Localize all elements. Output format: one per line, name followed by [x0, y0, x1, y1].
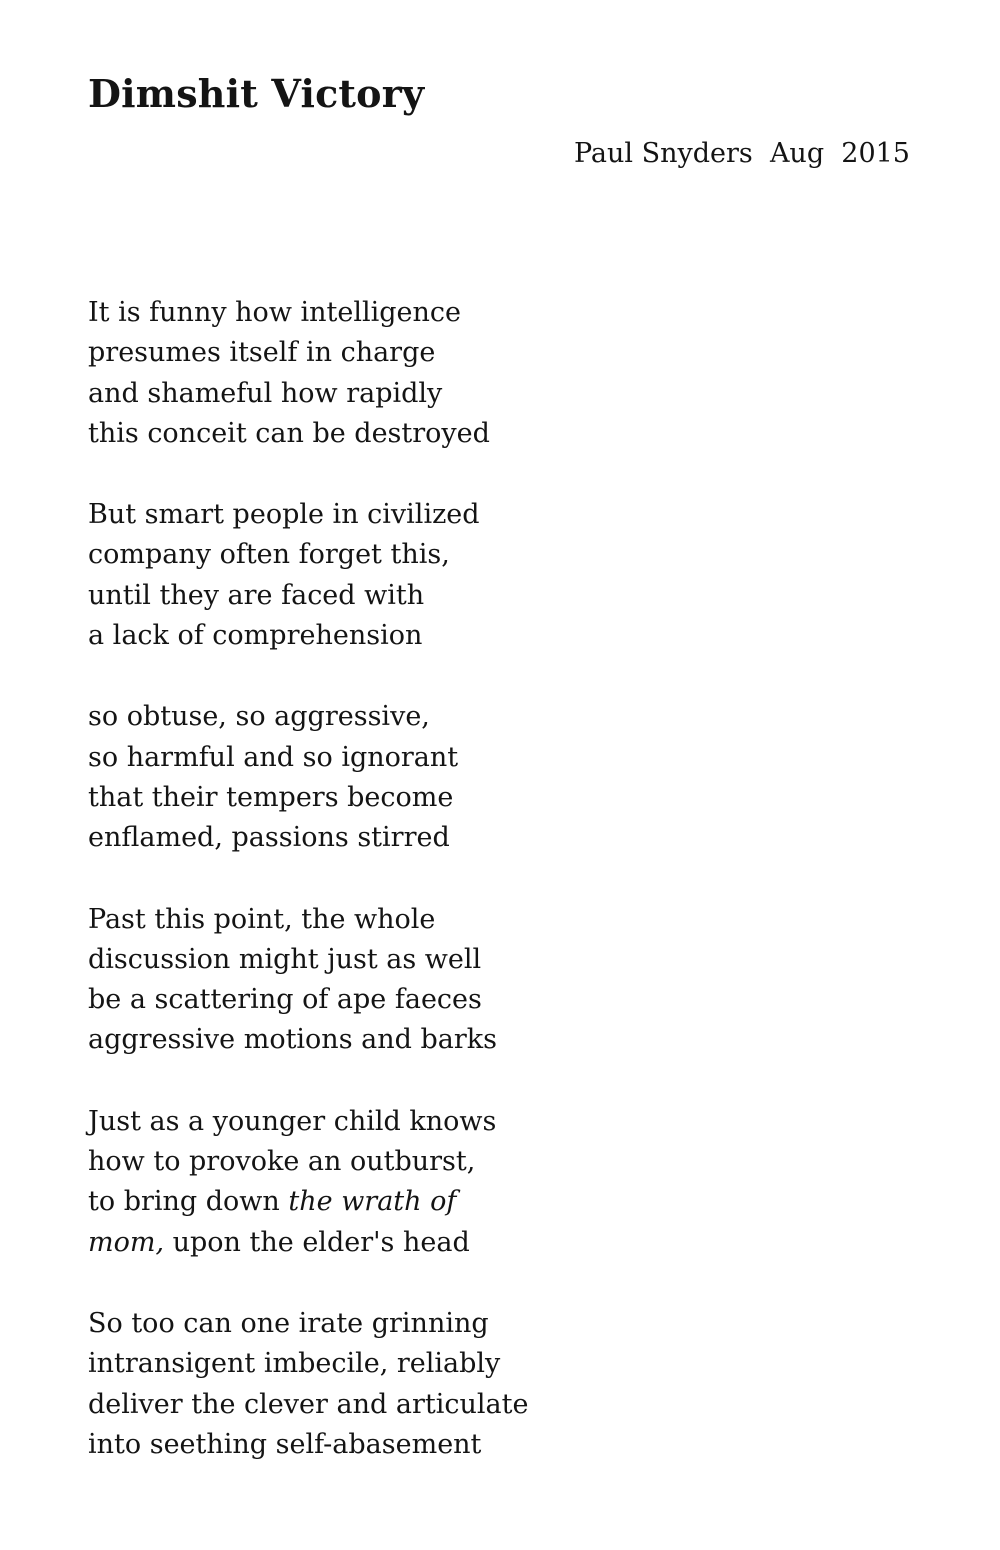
poem-line: that their tempers become	[88, 781, 454, 813]
poem-line-text: to bring down	[88, 1186, 289, 1218]
poem-line: so harmful and so ignorant	[88, 741, 459, 773]
poem-line: presumes itself in charge	[88, 337, 436, 369]
poem-line: aggressive motions and barks	[88, 1024, 497, 1056]
poem-line: so obtuse, so aggressive,	[88, 701, 430, 733]
poem-line: until they are faced with	[88, 579, 425, 611]
stanza-3	[88, 697, 788, 858]
poem-line: enflamed, passions stirred	[88, 822, 450, 854]
poem-line: Just as a younger child knows	[88, 1105, 497, 1137]
poem-line: be a scattering of ape faeces	[88, 984, 482, 1016]
stanza-4	[88, 900, 788, 1061]
stanza-5	[88, 1102, 788, 1263]
poem-line: But smart people in civilized	[88, 499, 480, 531]
poem-line: It is funny how intelligence	[88, 297, 462, 328]
poem-line-text: upon the elder's head	[164, 1226, 470, 1258]
stanza-2	[88, 495, 788, 656]
poem-body	[88, 293, 788, 1506]
stanza-6	[88, 1304, 788, 1465]
poem-line: and shameful how rapidly	[88, 377, 443, 409]
author-name: Paul Snyders	[573, 138, 753, 169]
poem-line: into seething self-abasement	[88, 1428, 482, 1460]
poem-line: discussion might just as well	[88, 943, 482, 975]
poem-title: Dimshit Victory	[88, 71, 425, 116]
poem-line: intransigent imbecile, reliably	[88, 1348, 501, 1380]
poem-line-emphasis: the wrath of	[288, 1186, 457, 1218]
poem-line: So too can one irate grinning	[88, 1307, 489, 1339]
poem-line: company often forget this,	[88, 539, 450, 571]
poem-line	[88, 1182, 788, 1222]
poem-line	[88, 1223, 788, 1263]
poem-line: a lack of comprehension	[88, 620, 423, 652]
poem-line: deliver the clever and articulate	[88, 1388, 529, 1420]
poem-line: this conceit can be destroyed	[88, 417, 490, 449]
byline	[574, 134, 910, 174]
poem-line: how to provoke an outburst,	[88, 1146, 476, 1178]
poem-line: Past this point, the whole	[88, 903, 436, 935]
stanza-1	[88, 293, 788, 454]
poem-line-emphasis: mom,	[88, 1226, 165, 1258]
date: Aug 2015	[769, 138, 910, 169]
